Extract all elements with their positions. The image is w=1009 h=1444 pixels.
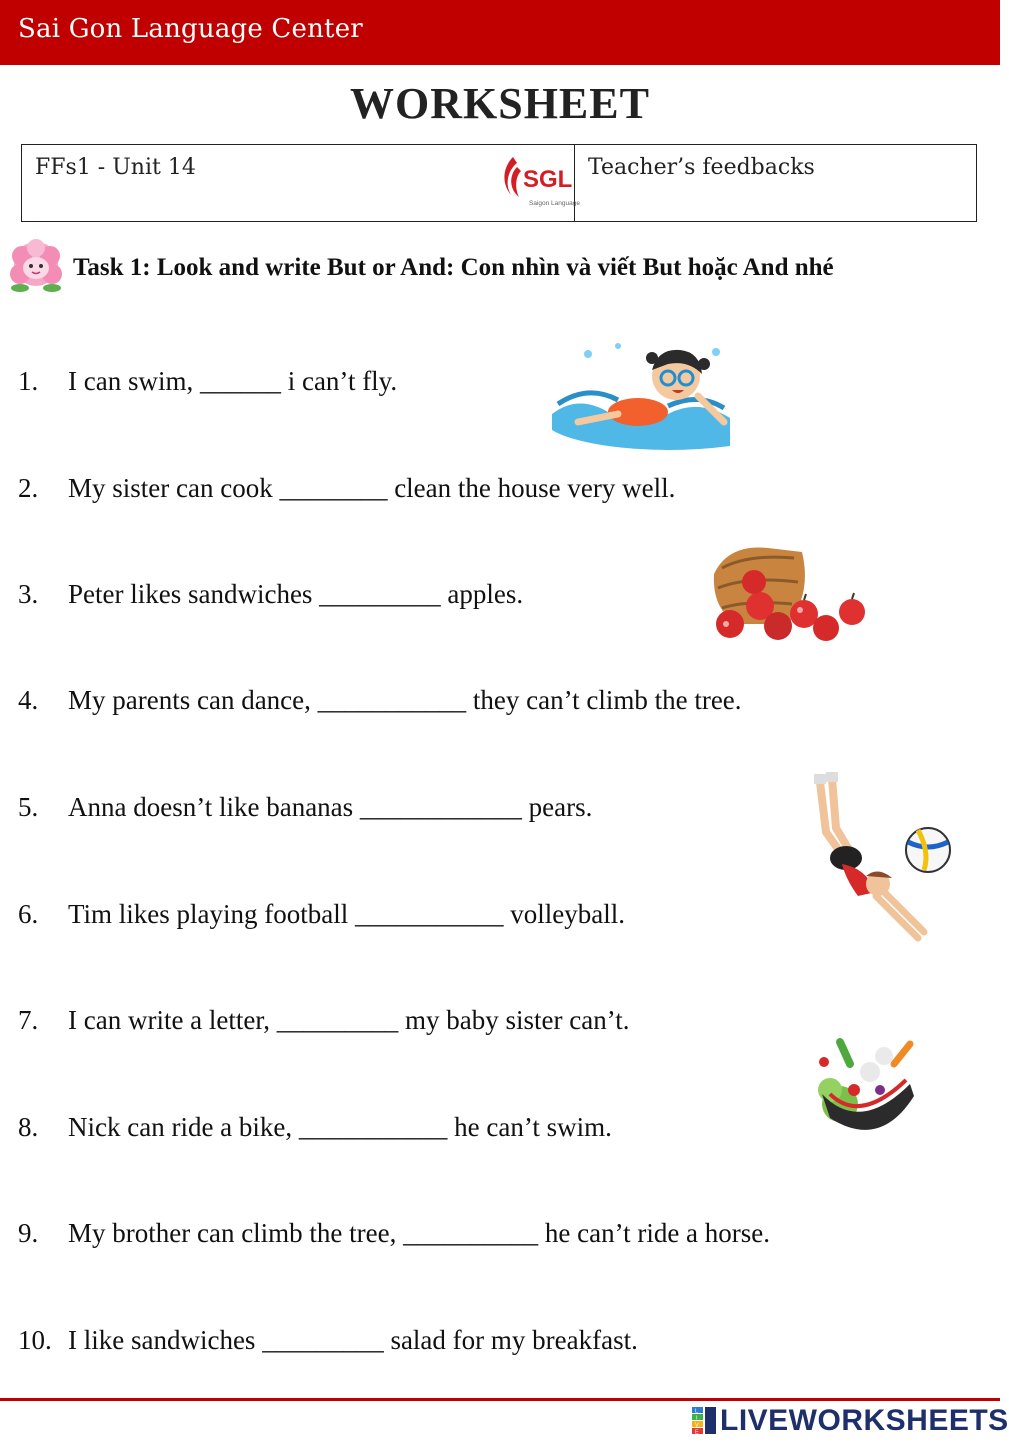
liveworksheets-mark-icon [692, 1407, 716, 1435]
question-number: 5. [18, 792, 39, 822]
svg-text:E: E [695, 1429, 699, 1436]
question-number: 10. [18, 1325, 52, 1355]
question-text: I can write a letter, _________ my baby sister can’t. [68, 1005, 630, 1035]
footer-divider [0, 1398, 1000, 1401]
question-number: 9. [18, 1218, 39, 1248]
apple-basket-illustration [708, 544, 868, 644]
svg-text:L: L [695, 1408, 699, 1415]
feedback-label: Teacher’s feedbacks [588, 155, 815, 180]
question-1[interactable] [18, 366, 397, 397]
swimming-girl-illustration [548, 334, 734, 452]
question-5[interactable] [18, 792, 592, 823]
question-number: 7. [18, 1005, 39, 1035]
question-text: I like sandwiches _________ salad for my breakfast. [68, 1325, 638, 1355]
volleyball-player-illustration [806, 772, 954, 948]
liveworksheets-brand: LIVEWORKSHEETS [720, 1404, 1009, 1437]
liveworksheets-logo [692, 1404, 1009, 1438]
question-number: 4. [18, 685, 39, 715]
question-10[interactable] [18, 1325, 638, 1356]
question-number: 2. [18, 473, 39, 503]
center-name: Sai Gon Language Center [18, 14, 363, 44]
question-text: I can swim, ______ i can’t fly. [68, 366, 398, 396]
question-text: Anna doesn’t like bananas ____________ pears. [68, 792, 593, 822]
question-text: Nick can ride a bike, ___________ he can’t swim. [68, 1112, 612, 1142]
page-title: WORKSHEET [350, 79, 650, 128]
task-title: Task 1: Look and write But or And: Con nhìn và viết But hoặc And nhé [73, 254, 834, 281]
unit-cell [22, 145, 580, 221]
salad-bowl-illustration [810, 1034, 922, 1146]
question-7[interactable] [18, 1005, 630, 1036]
svg-text:Saigon Language: Saigon Language [529, 200, 580, 207]
question-3[interactable] [18, 579, 523, 610]
info-table [21, 144, 977, 222]
question-number: 1. [18, 366, 39, 396]
question-text: My brother can climb the tree, __________ he can’t ride a horse. [68, 1218, 771, 1248]
question-6[interactable] [18, 899, 625, 930]
svg-text:V: V [695, 1422, 699, 1429]
question-number: 8. [18, 1112, 39, 1142]
unit-label: FFs1 - Unit 14 [35, 155, 196, 180]
question-8[interactable] [18, 1112, 612, 1143]
task-heading [6, 238, 996, 296]
question-text: My sister can cook ________ clean the house very well. [68, 473, 676, 503]
question-4[interactable] [18, 685, 742, 716]
svg-text:I: I [696, 1415, 698, 1422]
flower-icon [6, 238, 66, 296]
question-number: 6. [18, 899, 39, 929]
question-2[interactable] [18, 473, 675, 504]
header-bar [0, 0, 1000, 65]
sgl-logo [499, 149, 580, 213]
svg-text:SGL: SGL [523, 166, 573, 193]
question-number: 3. [18, 579, 39, 609]
question-text: Tim likes playing football ___________ volleyball. [68, 899, 625, 929]
question-text: My parents can dance, ___________ they can’t climb the tree. [68, 685, 742, 715]
question-9[interactable] [18, 1218, 770, 1249]
question-text: Peter likes sandwiches _________ apples. [68, 579, 524, 609]
